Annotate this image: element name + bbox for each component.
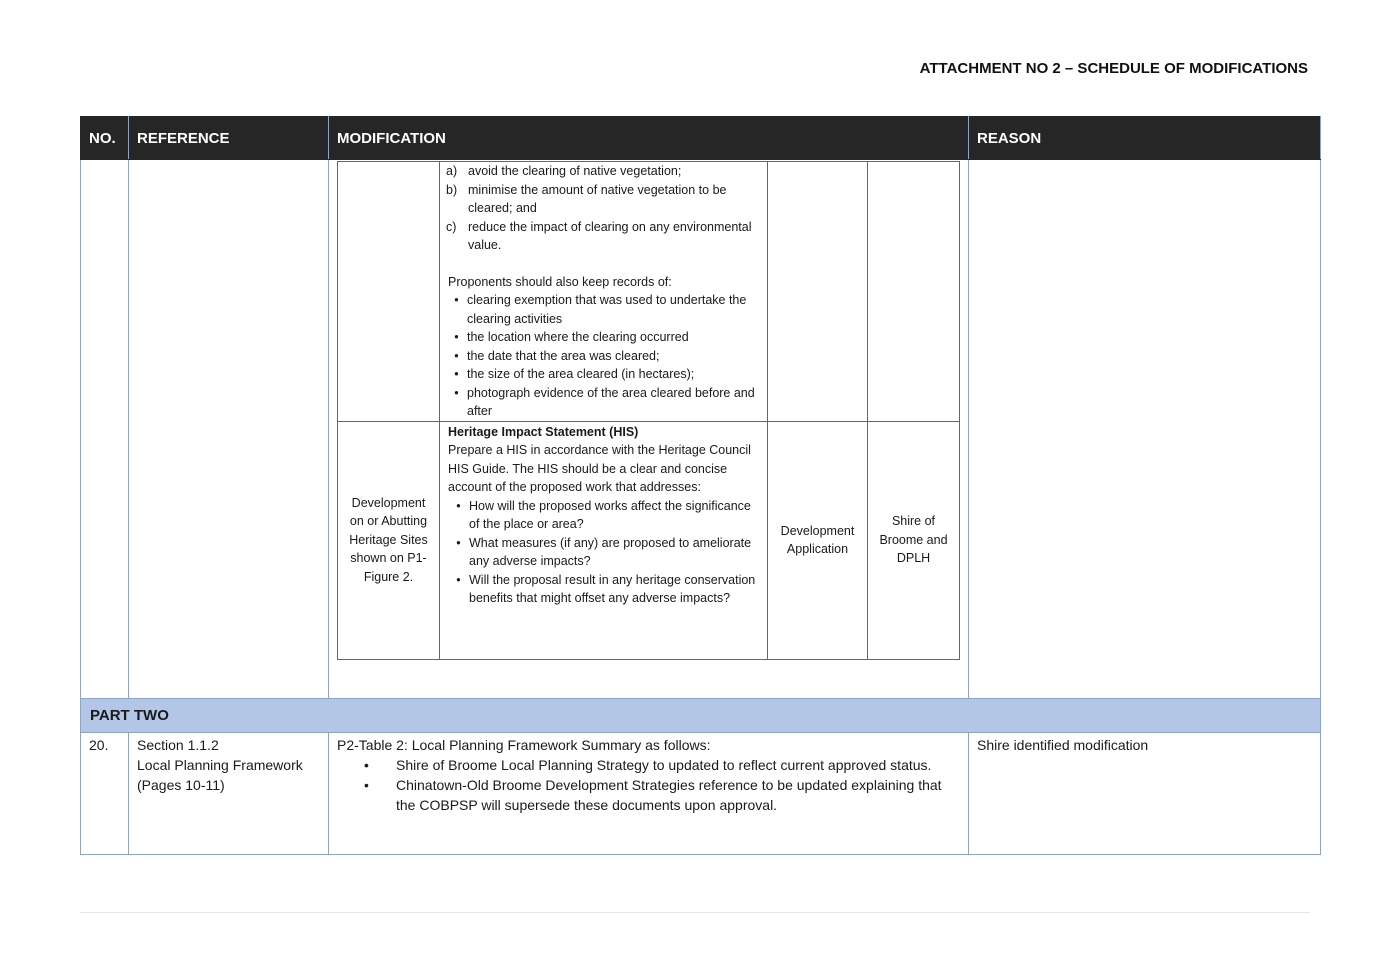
row20-reference: Section 1.1.2 Local Planning Framework (Pages 10-11) bbox=[129, 733, 329, 855]
schedule-of-modifications-table bbox=[80, 116, 1321, 855]
col-header-reason: REASON bbox=[969, 117, 1321, 160]
list-item: • the size of the area cleared (in hectares); bbox=[454, 367, 695, 381]
continued-row bbox=[81, 160, 1321, 699]
list-item: • Will the proposal result in any heritage conservation benefits that might offset any adverse impacts? bbox=[456, 572, 756, 605]
continued-reason-cell bbox=[969, 160, 1321, 699]
part-two-label: PART TWO bbox=[81, 699, 1321, 733]
inner-stage-empty bbox=[768, 162, 868, 422]
inner-heritage-requirements bbox=[440, 421, 768, 659]
col-header-no: NO. bbox=[81, 117, 129, 160]
list-item: • Shire of Broome Local Planning Strategy to updated to reflect current approved status. bbox=[364, 757, 932, 773]
list-item: • the date that the area was cleared; bbox=[454, 348, 660, 363]
list-item: • How will the proposed works affect the significance of the place or area? bbox=[456, 498, 751, 531]
his-bullet-list bbox=[448, 497, 761, 608]
row20-modification-intro: P2-Table 2: Local Planning Framework Summary as follows: bbox=[337, 737, 711, 753]
row20-bullet-list bbox=[337, 755, 960, 815]
continued-reference-cell bbox=[129, 160, 329, 699]
alpha-list bbox=[446, 162, 761, 255]
list-item: • What measures (if any) are proposed to ameliorate any adverse impacts? bbox=[456, 535, 752, 568]
row20-modification bbox=[329, 733, 969, 855]
inner-clearing-requirements bbox=[440, 162, 768, 422]
records-bullet-list bbox=[446, 291, 761, 421]
list-item: • photograph evidence of the area cleared before and after bbox=[454, 385, 755, 418]
list-item: b) minimise the amount of native vegetation to be cleared; and bbox=[446, 182, 727, 215]
col-header-reference: REFERENCE bbox=[129, 117, 329, 160]
attachment-title: ATTACHMENT NO 2 – SCHEDULE OF MODIFICATIONS bbox=[919, 60, 1308, 77]
list-item: • the location where the clearing occurred bbox=[454, 330, 689, 344]
row20-no: 20. bbox=[81, 733, 129, 855]
list-item: • Chinatown-Old Broome Development Strategies reference to be updated explaining that the COBPSP will supersede these documents upon approval. bbox=[364, 777, 942, 813]
his-intro: Prepare a HIS in accordance with the Heritage Council HIS Guide. The HIS should be a clear and concise account of the proposed work that addresses: bbox=[448, 443, 751, 494]
inner-row-clearing bbox=[338, 162, 960, 422]
list-item: c) reduce the impact of clearing on any environmental value. bbox=[446, 219, 752, 252]
table-row-20 bbox=[81, 733, 1321, 855]
records-intro: Proponents should also keep records of: bbox=[448, 274, 672, 289]
footer-divider bbox=[80, 912, 1310, 913]
inner-applies-to: Development on or Abutting Heritage Sites shown on P1- Figure 2. bbox=[338, 421, 440, 659]
inner-responsibility-empty bbox=[868, 162, 960, 422]
row20-reason: Shire identified modification bbox=[969, 733, 1321, 855]
col-header-modification: MODIFICATION bbox=[329, 117, 969, 160]
continued-modification-cell bbox=[329, 160, 969, 699]
inner-stage: Development Application bbox=[768, 421, 868, 659]
inner-row-heritage bbox=[338, 421, 960, 659]
list-item: a) avoid the clearing of native vegetation; bbox=[446, 164, 682, 178]
inner-requirements-table bbox=[337, 161, 960, 660]
list-item: • clearing exemption that was used to undertake the clearing activities bbox=[454, 293, 747, 326]
part-two-row bbox=[81, 699, 1321, 733]
inner-responsibility: Shire of Broome and DPLH bbox=[868, 421, 960, 659]
continued-no-cell bbox=[81, 160, 129, 699]
inner-applies-to-empty bbox=[338, 162, 440, 422]
table-header-row bbox=[81, 117, 1321, 160]
his-heading: Heritage Impact Statement (HIS) bbox=[448, 424, 639, 439]
